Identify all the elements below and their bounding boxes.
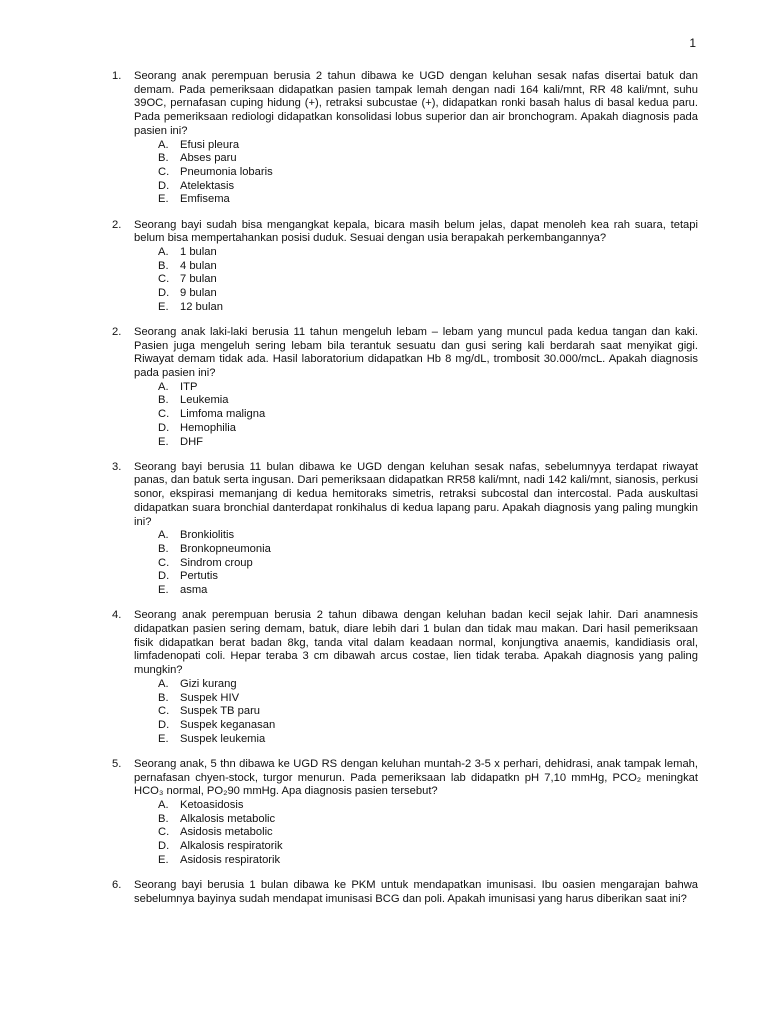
question-text: Seorang anak, 5 thn dibawa ke UGD RS dengan keluhan muntah-2 3-5 x perhari, dehidrasi, anak tampak lemah, pernafasan chyen-stock, turgor menurun. Pada pemeriksaan lab didapatkn pH 7,10 mmHg, PCO₂ meningkat HCO₃ normal, PO₂90 mmHg. Apa diagnosis pasien tersebut? bbox=[134, 757, 698, 798]
option-letter: A. bbox=[158, 677, 169, 690]
answer-options bbox=[134, 246, 698, 315]
option-letter: C. bbox=[158, 165, 170, 178]
answer-option bbox=[158, 584, 698, 598]
question-list bbox=[112, 70, 698, 918]
answer-option bbox=[158, 840, 698, 854]
option-text: Sindrom croup bbox=[180, 556, 253, 569]
answer-options bbox=[134, 678, 698, 747]
answer-option bbox=[158, 529, 698, 543]
answer-option bbox=[158, 180, 698, 194]
answer-options bbox=[134, 799, 698, 868]
question-text: Seorang bayi berusia 11 bulan dibawa ke UGD dengan keluhan sesak nafas, sebelumnyya terdapat riwayat panas, dan batuk serta ingusan. Dari pemeriksaan didapatkan RR58 kali/mnt, nadi 142 kali/mnt, sianosis, perkusi sonor, ekspirasi memanjang di kedua hemitoraks simetris, retraksi subcostal dan intercostal. Pada auskultasi didapatkan suara bronchial danterdapat ronkihalus di kedua lapang paru. Apakah diagnosis yang paling mungkin ini? bbox=[134, 460, 698, 528]
option-letter: C. bbox=[158, 556, 170, 569]
question-number: 4. bbox=[112, 609, 122, 622]
option-letter: C. bbox=[158, 408, 170, 421]
option-text: Bronkiolitis bbox=[180, 529, 235, 542]
question-number: 2. bbox=[112, 218, 122, 231]
option-text: 9 bulan bbox=[180, 287, 217, 300]
option-text: Hemophilia bbox=[180, 421, 236, 434]
answer-option bbox=[158, 166, 698, 180]
question-text: Seorang anak perempuan berusia 2 tahun dibawa ke UGD dengan keluhan sesak nafas disertai batuk dan demam. Pada pemeriksaan didapatkan pasien tampak lemah dengan nadi 164 kali/mnt, RR 48 kali/mnt, suhu 39OC, pernafasan cuping hidung (+), retraksi subcustae (+), didapatkan ronki basah halus di basal kedua paru. Pada pemeriksaan rediologi didapatkan konsolidasi lobus superior dan air bronchogram. Apakah diagnosis pada pasien ini? bbox=[134, 70, 698, 137]
option-letter: E. bbox=[158, 584, 169, 597]
option-letter: A. bbox=[158, 798, 169, 811]
option-letter: D. bbox=[158, 840, 170, 853]
option-text: Alkalosis metabolic bbox=[180, 812, 276, 825]
answer-option bbox=[158, 152, 698, 166]
answer-option bbox=[158, 246, 698, 260]
answer-options bbox=[134, 381, 698, 450]
answer-option bbox=[158, 408, 698, 422]
answer-option bbox=[158, 301, 698, 315]
option-text: 7 bulan bbox=[180, 273, 217, 286]
option-text: DHF bbox=[180, 435, 203, 448]
answer-option bbox=[158, 813, 698, 827]
option-text: ITP bbox=[180, 380, 198, 393]
question-text: Seorang bayi berusia 1 bulan dibawa ke PKM untuk mendapatkan imunisasi. Ibu oasien mengarajan bahwa sebelumnya bayinya sudah mendapat imunisasi BCG dan poli. Apakah imunisasi yang harus diberikan saat ini? bbox=[134, 878, 698, 905]
question-number: 1. bbox=[112, 70, 122, 82]
option-letter: E. bbox=[158, 300, 169, 313]
answer-option bbox=[158, 557, 698, 571]
answer-option bbox=[158, 678, 698, 692]
question-text: Seorang bayi sudah bisa mengangkat kepala, bicara masih belum jelas, dapat menoleh kea rah suara, tetapi belum bisa mempertahankan posisi duduk. Sesuai dengan usia berapakah perkembangannya? bbox=[134, 218, 698, 245]
option-letter: D. bbox=[158, 287, 170, 300]
option-letter: A. bbox=[158, 529, 169, 542]
page-number: 1 bbox=[689, 36, 696, 50]
option-text: Asidosis metabolic bbox=[180, 826, 273, 839]
option-letter: C. bbox=[158, 273, 170, 286]
question-item bbox=[112, 609, 698, 746]
option-text: Efusi pleura bbox=[180, 138, 240, 151]
option-text: Suspek TB paru bbox=[180, 705, 261, 718]
question-item bbox=[112, 879, 698, 906]
option-letter: B. bbox=[158, 152, 169, 165]
option-text: Emfisema bbox=[180, 193, 230, 206]
answer-option bbox=[158, 139, 698, 153]
question-number: 5. bbox=[112, 757, 122, 770]
answer-option bbox=[158, 570, 698, 584]
answer-option bbox=[158, 705, 698, 719]
option-text: Suspek HIV bbox=[180, 691, 240, 704]
option-letter: C. bbox=[158, 826, 170, 839]
answer-option bbox=[158, 719, 698, 733]
question-number: 2. bbox=[112, 325, 122, 338]
option-letter: B. bbox=[158, 259, 169, 272]
option-letter: B. bbox=[158, 691, 169, 704]
option-text: Ketoasidosis bbox=[180, 798, 244, 811]
option-letter: D. bbox=[158, 421, 170, 434]
option-text: Asidosis respiratorik bbox=[180, 853, 281, 866]
option-text: Leukemia bbox=[180, 394, 229, 407]
answer-option bbox=[158, 826, 698, 840]
question-item bbox=[112, 70, 698, 207]
option-text: Gizi kurang bbox=[180, 677, 237, 690]
answer-option bbox=[158, 543, 698, 557]
option-text: asma bbox=[180, 584, 208, 597]
option-text: Limfoma maligna bbox=[180, 408, 266, 421]
answer-option bbox=[158, 799, 698, 813]
option-letter: B. bbox=[158, 394, 169, 407]
answer-option bbox=[158, 692, 698, 706]
option-letter: A. bbox=[158, 380, 169, 393]
answer-option bbox=[158, 436, 698, 450]
question-item bbox=[112, 758, 698, 868]
option-text: Atelektasis bbox=[180, 179, 235, 192]
option-text: 12 bulan bbox=[180, 300, 223, 313]
answer-option bbox=[158, 381, 698, 395]
option-letter: E. bbox=[158, 435, 169, 448]
option-text: Suspek keganasan bbox=[180, 718, 276, 731]
option-text: Pertutis bbox=[180, 570, 218, 583]
question-item bbox=[112, 461, 698, 598]
answer-option bbox=[158, 854, 698, 868]
answer-option bbox=[158, 733, 698, 747]
question-number: 3. bbox=[112, 460, 122, 473]
answer-option bbox=[158, 193, 698, 207]
question-item bbox=[112, 219, 698, 315]
option-letter: D. bbox=[158, 570, 170, 583]
question-item bbox=[112, 326, 698, 449]
option-text: Suspek leukemia bbox=[180, 732, 266, 745]
question-text: Seorang anak perempuan berusia 2 tahun dibawa dengan keluhan badan kecil sejak lahir. Dari anamnesis didapatkan pasien sering demam, batuk, diare lebih dari 1 bulan dan tidak mau makan. Dari hasil pemeriksaan fisik didapatkan berat badan 8kg, tanda vital dalam keadaan normal, konjungtiva anaemis, kandidiasis oral, limfadenopati coli. Hepar teraba 3 cm dibawah arcus costae, lien tidak teraba. Apakah diagnosis yang paling mungkin? bbox=[134, 609, 698, 677]
answer-option bbox=[158, 422, 698, 436]
option-text: Abses paru bbox=[180, 152, 237, 165]
option-letter: D. bbox=[158, 718, 170, 731]
option-letter: B. bbox=[158, 812, 169, 825]
answer-option bbox=[158, 260, 698, 274]
option-letter: C. bbox=[158, 705, 170, 718]
option-letter: A. bbox=[158, 138, 169, 151]
option-letter: A. bbox=[158, 245, 169, 258]
answer-options bbox=[134, 139, 698, 208]
option-letter: E. bbox=[158, 853, 169, 866]
answer-option bbox=[158, 287, 698, 301]
answer-options bbox=[134, 529, 698, 598]
option-text: Pneumonia lobaris bbox=[180, 165, 273, 178]
answer-option bbox=[158, 273, 698, 287]
option-text: Bronkopneumonia bbox=[180, 543, 271, 555]
option-letter: D. bbox=[158, 179, 170, 192]
option-text: 4 bulan bbox=[180, 259, 217, 272]
option-letter: E. bbox=[158, 732, 169, 745]
answer-option bbox=[158, 394, 698, 408]
option-letter: E. bbox=[158, 193, 169, 206]
option-letter: B. bbox=[158, 543, 169, 555]
option-text: Alkalosis respiratorik bbox=[180, 840, 283, 853]
option-text: 1 bulan bbox=[180, 245, 217, 258]
question-text: Seorang anak laki-laki berusia 11 tahun mengeluh lebam – lebam yang muncul pada kedua tangan dan kaki. Pasien juga mengeluh sering lebam bila terantuk sesuatu dan gusi sering kali berdarah saat menyikat gigi. Riwayat demam tidak ada. Hasil laboratorium didapatkan Hb 8 mg/dL, trombosit 30.000/mcL. Apakah diagnosis pada pasien ini? bbox=[134, 325, 698, 380]
question-number: 6. bbox=[112, 878, 122, 891]
